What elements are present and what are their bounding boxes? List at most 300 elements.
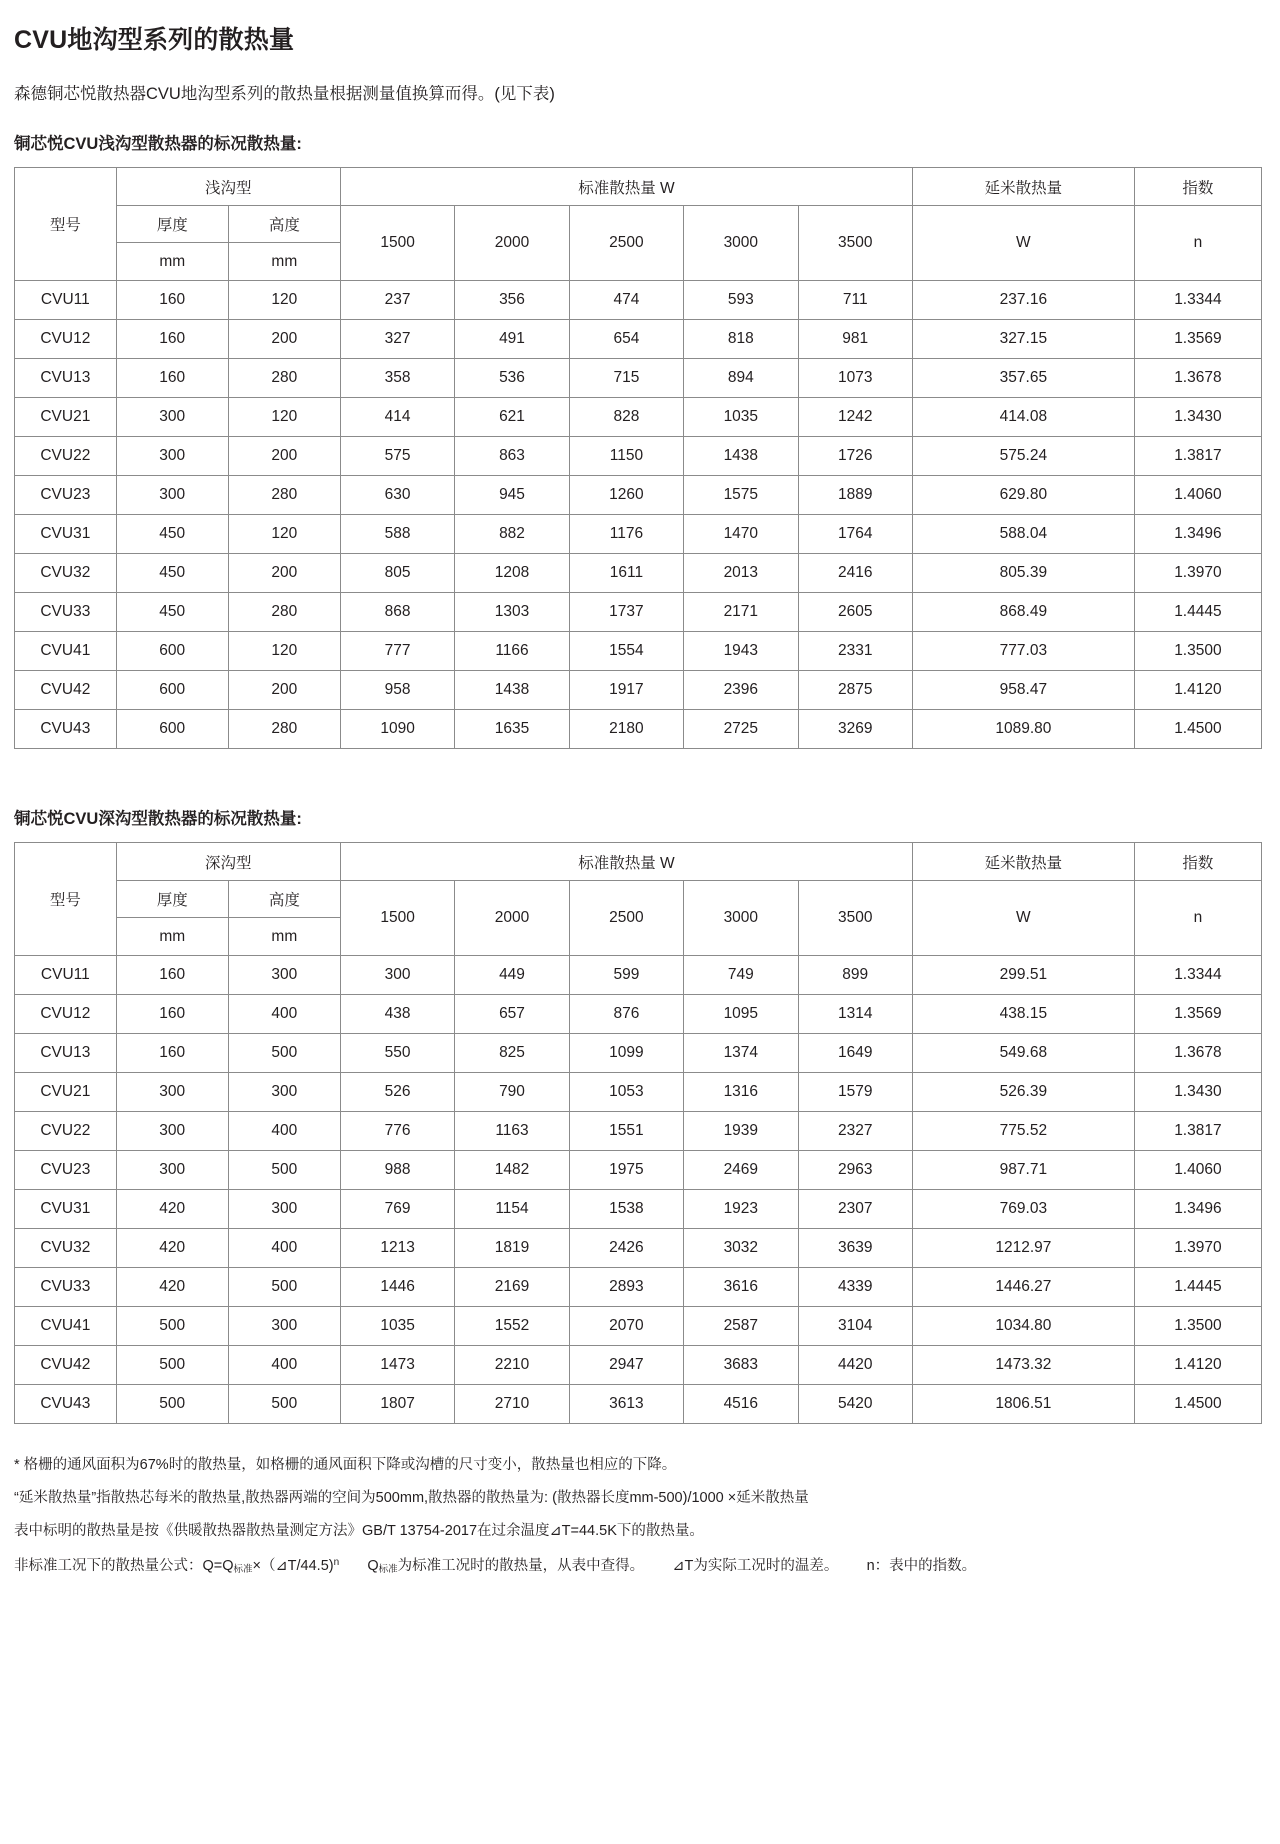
table-gap-spacer	[14, 749, 1266, 779]
header-height: 高度	[228, 881, 340, 918]
cell-heat-3500: 1314	[798, 995, 912, 1034]
cell-heat-3500: 2875	[798, 671, 912, 710]
footnote-4	[14, 1557, 1266, 1592]
table-row	[15, 1268, 1262, 1307]
cell-heat-2500: 1917	[569, 671, 683, 710]
cell-index: 1.4500	[1134, 1385, 1261, 1424]
cell-heat-2000: 2210	[455, 1346, 569, 1385]
cell-heat-2000: 657	[455, 995, 569, 1034]
cell-height: 280	[228, 476, 340, 515]
cell-heat-3500: 4420	[798, 1346, 912, 1385]
cell-heat-3000: 1470	[684, 515, 798, 554]
cell-heat-2000: 449	[455, 956, 569, 995]
footnote-4-sub-2: 标准	[378, 1563, 398, 1575]
cell-thickness: 160	[116, 1034, 228, 1073]
cell-model: CVU41	[15, 1307, 117, 1346]
cell-thickness: 300	[116, 437, 228, 476]
cell-heat-2500: 2070	[569, 1307, 683, 1346]
cell-height: 200	[228, 437, 340, 476]
table-row	[15, 1034, 1262, 1073]
header-row-sub	[15, 881, 1262, 918]
cell-heat-3000: 1438	[684, 437, 798, 476]
footnote-4-formula-lead: 非标准工况下的散热量公式：Q=Q	[14, 1557, 234, 1574]
cell-heat-3000: 2396	[684, 671, 798, 710]
cell-heat-3500: 899	[798, 956, 912, 995]
cell-height: 120	[228, 281, 340, 320]
cell-height: 500	[228, 1151, 340, 1190]
cell-index: 1.3430	[1134, 398, 1261, 437]
header-temp-2000: 2000	[455, 206, 569, 281]
cell-heat-1500: 776	[340, 1112, 454, 1151]
header-height-unit: mm	[228, 243, 340, 281]
intro-paragraph: 森德铜芯悦散热器CVU地沟型系列的散热量根据测量值换算而得。(见下表)	[14, 85, 555, 103]
cell-heat-1500: 958	[340, 671, 454, 710]
cell-thickness: 500	[116, 1385, 228, 1424]
cell-index: 1.3569	[1134, 995, 1261, 1034]
heat-output-table-deep	[14, 842, 1262, 1424]
table-row	[15, 710, 1262, 749]
cell-heat-3500: 3639	[798, 1229, 912, 1268]
cell-thickness: 420	[116, 1229, 228, 1268]
footnotes	[14, 1424, 1266, 1592]
table-head	[15, 168, 1262, 281]
cell-heat-2000: 536	[455, 359, 569, 398]
cell-heat-3500: 2327	[798, 1112, 912, 1151]
cell-heat-2500: 474	[569, 281, 683, 320]
cell-heat-3500: 2963	[798, 1151, 912, 1190]
cell-index: 1.3500	[1134, 1307, 1261, 1346]
table-head	[15, 843, 1262, 956]
cell-model: CVU23	[15, 1151, 117, 1190]
cell-model: CVU32	[15, 554, 117, 593]
section-title-deep: 铜芯悦CVU深沟型散热器的标况散热量:	[14, 810, 302, 828]
cell-heat-2000: 1303	[455, 593, 569, 632]
cell-heat-2000: 356	[455, 281, 569, 320]
cell-height: 400	[228, 1346, 340, 1385]
cell-height: 120	[228, 398, 340, 437]
cell-heat-3500: 981	[798, 320, 912, 359]
cell-per-meter: 438.15	[912, 995, 1134, 1034]
cell-model: CVU12	[15, 320, 117, 359]
table-row	[15, 1151, 1262, 1190]
table-row	[15, 671, 1262, 710]
footnote-4-formula-rest: ×（⊿T/44.5)	[252, 1557, 334, 1574]
cell-per-meter: 958.47	[912, 671, 1134, 710]
cell-per-meter: 549.68	[912, 1034, 1134, 1073]
footnote-4-qstd-rest: 为标准工况时的散热量，从表中查得。	[397, 1557, 645, 1574]
cell-heat-2500: 1176	[569, 515, 683, 554]
cell-per-meter: 357.65	[912, 359, 1134, 398]
header-per-meter-group: 延米散热量	[912, 843, 1134, 881]
table-row	[15, 398, 1262, 437]
cell-per-meter: 1034.80	[912, 1307, 1134, 1346]
cell-model: CVU12	[15, 995, 117, 1034]
cell-heat-1500: 327	[340, 320, 454, 359]
header-temp-2500: 2500	[569, 206, 683, 281]
cell-height: 400	[228, 1229, 340, 1268]
cell-model: CVU33	[15, 1268, 117, 1307]
header-temp-1500: 1500	[340, 881, 454, 956]
table-row	[15, 359, 1262, 398]
cell-thickness: 160	[116, 281, 228, 320]
cell-heat-2500: 1975	[569, 1151, 683, 1190]
heat-output-table-shallow	[14, 167, 1262, 749]
table-row	[15, 515, 1262, 554]
cell-model: CVU22	[15, 1112, 117, 1151]
cell-heat-2000: 1635	[455, 710, 569, 749]
cell-thickness: 300	[116, 398, 228, 437]
cell-heat-2000: 863	[455, 437, 569, 476]
table-body-shallow	[15, 281, 1262, 749]
header-row-group	[15, 843, 1262, 881]
cell-heat-1500: 805	[340, 554, 454, 593]
cell-heat-3000: 4516	[684, 1385, 798, 1424]
cell-height: 400	[228, 995, 340, 1034]
cell-thickness: 450	[116, 593, 228, 632]
cell-heat-2500: 654	[569, 320, 683, 359]
cell-height: 120	[228, 515, 340, 554]
cell-per-meter: 588.04	[912, 515, 1134, 554]
table-row	[15, 476, 1262, 515]
header-height: 高度	[228, 206, 340, 243]
header-index-unit: n	[1134, 881, 1261, 956]
cell-height: 400	[228, 1112, 340, 1151]
cell-heat-2500: 2426	[569, 1229, 683, 1268]
cell-height: 200	[228, 554, 340, 593]
cell-heat-3000: 593	[684, 281, 798, 320]
cell-heat-2000: 1819	[455, 1229, 569, 1268]
cell-per-meter: 777.03	[912, 632, 1134, 671]
cell-model: CVU13	[15, 359, 117, 398]
cell-heat-3000: 1316	[684, 1073, 798, 1112]
cell-heat-2500: 1260	[569, 476, 683, 515]
cell-index: 1.3678	[1134, 1034, 1261, 1073]
header-model: 型号	[15, 843, 117, 956]
cell-height: 200	[228, 320, 340, 359]
cell-heat-1500: 300	[340, 956, 454, 995]
cell-heat-2000: 2710	[455, 1385, 569, 1424]
cell-per-meter: 987.71	[912, 1151, 1134, 1190]
cell-heat-3500: 1726	[798, 437, 912, 476]
cell-model: CVU11	[15, 956, 117, 995]
page-title: CVU地沟型系列的散热量	[14, 26, 295, 54]
cell-heat-1500: 769	[340, 1190, 454, 1229]
cell-heat-3500: 3104	[798, 1307, 912, 1346]
cell-index: 1.4120	[1134, 1346, 1261, 1385]
cell-model: CVU21	[15, 1073, 117, 1112]
header-type-group: 深沟型	[116, 843, 340, 881]
cell-heat-2500: 1053	[569, 1073, 683, 1112]
cell-height: 280	[228, 593, 340, 632]
cell-thickness: 160	[116, 995, 228, 1034]
cell-heat-1500: 988	[340, 1151, 454, 1190]
header-per-meter-unit: W	[912, 206, 1134, 281]
cell-index: 1.4445	[1134, 1268, 1261, 1307]
cell-heat-2000: 1438	[455, 671, 569, 710]
cell-model: CVU31	[15, 515, 117, 554]
header-row-group	[15, 168, 1262, 206]
cell-heat-3500: 1764	[798, 515, 912, 554]
cell-per-meter: 1806.51	[912, 1385, 1134, 1424]
cell-heat-3000: 2013	[684, 554, 798, 593]
footnote-4-qstd-lead: Q	[367, 1557, 379, 1574]
table-row	[15, 1190, 1262, 1229]
cell-height: 300	[228, 1190, 340, 1229]
cell-heat-3500: 2331	[798, 632, 912, 671]
cell-heat-2500: 1099	[569, 1034, 683, 1073]
cell-model: CVU33	[15, 593, 117, 632]
cell-thickness: 300	[116, 1073, 228, 1112]
cell-heat-2500: 599	[569, 956, 683, 995]
cell-heat-2000: 882	[455, 515, 569, 554]
cell-heat-1500: 1090	[340, 710, 454, 749]
header-per-meter-group: 延米散热量	[912, 168, 1134, 206]
cell-model: CVU32	[15, 1229, 117, 1268]
header-standard-group: 标准散热量 W	[340, 843, 912, 881]
cell-heat-3000: 3032	[684, 1229, 798, 1268]
cell-thickness: 500	[116, 1307, 228, 1346]
table-row	[15, 995, 1262, 1034]
cell-heat-2500: 828	[569, 398, 683, 437]
cell-per-meter: 526.39	[912, 1073, 1134, 1112]
cell-heat-3500: 1889	[798, 476, 912, 515]
cell-height: 500	[228, 1034, 340, 1073]
cell-model: CVU21	[15, 398, 117, 437]
cell-heat-3000: 1575	[684, 476, 798, 515]
cell-heat-1500: 630	[340, 476, 454, 515]
cell-heat-2500: 1551	[569, 1112, 683, 1151]
cell-heat-2000: 825	[455, 1034, 569, 1073]
cell-index: 1.3344	[1134, 281, 1261, 320]
cell-per-meter: 1089.80	[912, 710, 1134, 749]
cell-heat-1500: 868	[340, 593, 454, 632]
cell-heat-3000: 1923	[684, 1190, 798, 1229]
cell-heat-3000: 2469	[684, 1151, 798, 1190]
header-model: 型号	[15, 168, 117, 281]
cell-heat-2500: 2893	[569, 1268, 683, 1307]
cell-per-meter: 775.52	[912, 1112, 1134, 1151]
cell-index: 1.3344	[1134, 956, 1261, 995]
header-temp-3500: 3500	[798, 881, 912, 956]
footnote-4-sub-1: 标准	[233, 1563, 253, 1575]
cell-model: CVU31	[15, 1190, 117, 1229]
cell-height: 200	[228, 671, 340, 710]
cell-heat-3500: 2416	[798, 554, 912, 593]
cell-model: CVU43	[15, 1385, 117, 1424]
header-thickness-unit: mm	[116, 918, 228, 956]
cell-model: CVU22	[15, 437, 117, 476]
cell-model: CVU42	[15, 671, 117, 710]
table-row	[15, 1346, 1262, 1385]
cell-height: 300	[228, 956, 340, 995]
footnote-2: “延米散热量”指散热芯每米的散热量,散热器两端的空间为500mm,散热器的散热量为: (散热器长度mm-500)/1000 ×延米散热量	[14, 1489, 809, 1506]
cell-index: 1.3970	[1134, 1229, 1261, 1268]
cell-index: 1.3496	[1134, 1190, 1261, 1229]
header-type-group: 浅沟型	[116, 168, 340, 206]
cell-index: 1.3569	[1134, 320, 1261, 359]
cell-thickness: 160	[116, 359, 228, 398]
cell-per-meter: 868.49	[912, 593, 1134, 632]
cell-heat-3000: 2587	[684, 1307, 798, 1346]
cell-index: 1.3496	[1134, 515, 1261, 554]
cell-heat-2000: 1208	[455, 554, 569, 593]
footnote-3: 表中标明的散热量是按《供暖散热器散热量测定方法》GB/T 13754-2017在过余温度⊿T=44.5K下的散热量。	[14, 1522, 704, 1539]
cell-heat-3500: 4339	[798, 1268, 912, 1307]
cell-heat-1500: 1473	[340, 1346, 454, 1385]
cell-heat-2000: 1482	[455, 1151, 569, 1190]
cell-per-meter: 769.03	[912, 1190, 1134, 1229]
cell-thickness: 500	[116, 1346, 228, 1385]
cell-height: 300	[228, 1073, 340, 1112]
table-row	[15, 1385, 1262, 1424]
section-title-shallow: 铜芯悦CVU浅沟型散热器的标况散热量:	[14, 135, 302, 153]
header-index-group: 指数	[1134, 168, 1261, 206]
cell-heat-3500: 1579	[798, 1073, 912, 1112]
cell-heat-2500: 1611	[569, 554, 683, 593]
cell-heat-2500: 1737	[569, 593, 683, 632]
cell-heat-1500: 588	[340, 515, 454, 554]
cell-per-meter: 575.24	[912, 437, 1134, 476]
cell-index: 1.3430	[1134, 1073, 1261, 1112]
table-row	[15, 281, 1262, 320]
cell-heat-1500: 237	[340, 281, 454, 320]
cell-height: 300	[228, 1307, 340, 1346]
table-row	[15, 593, 1262, 632]
cell-heat-1500: 777	[340, 632, 454, 671]
cell-heat-1500: 1807	[340, 1385, 454, 1424]
cell-index: 1.4060	[1134, 1151, 1261, 1190]
header-height-unit: mm	[228, 918, 340, 956]
cell-thickness: 300	[116, 1112, 228, 1151]
cell-heat-1500: 550	[340, 1034, 454, 1073]
cell-thickness: 160	[116, 956, 228, 995]
cell-thickness: 300	[116, 476, 228, 515]
header-temp-3000: 3000	[684, 206, 798, 281]
header-standard-group: 标准散热量 W	[340, 168, 912, 206]
cell-heat-1500: 1446	[340, 1268, 454, 1307]
header-temp-2500: 2500	[569, 881, 683, 956]
cell-heat-3000: 2171	[684, 593, 798, 632]
cell-heat-2000: 1154	[455, 1190, 569, 1229]
cell-heat-3000: 2725	[684, 710, 798, 749]
table-row	[15, 320, 1262, 359]
cell-height: 500	[228, 1385, 340, 1424]
footnote-4-nindex: n：表中的指数。	[866, 1557, 977, 1574]
cell-per-meter: 1212.97	[912, 1229, 1134, 1268]
cell-thickness: 420	[116, 1190, 228, 1229]
cell-per-meter: 299.51	[912, 956, 1134, 995]
cell-heat-2000: 1166	[455, 632, 569, 671]
header-row-sub	[15, 206, 1262, 243]
cell-heat-2000: 1163	[455, 1112, 569, 1151]
cell-thickness: 450	[116, 554, 228, 593]
cell-index: 1.3817	[1134, 437, 1261, 476]
cell-heat-3500: 2307	[798, 1190, 912, 1229]
cell-per-meter: 327.15	[912, 320, 1134, 359]
cell-heat-3000: 749	[684, 956, 798, 995]
cell-thickness: 600	[116, 671, 228, 710]
cell-heat-2500: 3613	[569, 1385, 683, 1424]
cell-per-meter: 237.16	[912, 281, 1134, 320]
cell-heat-2000: 790	[455, 1073, 569, 1112]
cell-heat-2500: 1554	[569, 632, 683, 671]
table-row	[15, 437, 1262, 476]
cell-heat-1500: 438	[340, 995, 454, 1034]
cell-thickness: 450	[116, 515, 228, 554]
cell-heat-1500: 526	[340, 1073, 454, 1112]
cell-heat-1500: 414	[340, 398, 454, 437]
table-row	[15, 632, 1262, 671]
cell-heat-3000: 1035	[684, 398, 798, 437]
cell-heat-2500: 2947	[569, 1346, 683, 1385]
cell-heat-2000: 621	[455, 398, 569, 437]
cell-index: 1.4120	[1134, 671, 1261, 710]
header-index-unit: n	[1134, 206, 1261, 281]
cell-heat-2500: 715	[569, 359, 683, 398]
header-temp-3000: 3000	[684, 881, 798, 956]
cell-heat-3500: 711	[798, 281, 912, 320]
cell-heat-1500: 575	[340, 437, 454, 476]
header-thickness: 厚度	[116, 206, 228, 243]
table-body-deep	[15, 956, 1262, 1424]
header-per-meter-unit: W	[912, 881, 1134, 956]
cell-heat-3000: 1939	[684, 1112, 798, 1151]
cell-heat-3500: 3269	[798, 710, 912, 749]
table-row	[15, 1073, 1262, 1112]
header-thickness-unit: mm	[116, 243, 228, 281]
cell-model: CVU23	[15, 476, 117, 515]
cell-heat-1500: 1213	[340, 1229, 454, 1268]
cell-heat-3000: 3616	[684, 1268, 798, 1307]
cell-heat-2500: 1538	[569, 1190, 683, 1229]
cell-height: 120	[228, 632, 340, 671]
header-index-group: 指数	[1134, 843, 1261, 881]
cell-index: 1.3817	[1134, 1112, 1261, 1151]
table-row	[15, 1307, 1262, 1346]
cell-heat-3000: 1374	[684, 1034, 798, 1073]
cell-heat-2000: 1552	[455, 1307, 569, 1346]
cell-heat-3000: 3683	[684, 1346, 798, 1385]
cell-per-meter: 629.80	[912, 476, 1134, 515]
cell-heat-3500: 1649	[798, 1034, 912, 1073]
cell-index: 1.4060	[1134, 476, 1261, 515]
cell-heat-3000: 1943	[684, 632, 798, 671]
table-row	[15, 554, 1262, 593]
cell-height: 280	[228, 710, 340, 749]
cell-heat-1500: 358	[340, 359, 454, 398]
cell-heat-3500: 2605	[798, 593, 912, 632]
cell-model: CVU13	[15, 1034, 117, 1073]
cell-model: CVU41	[15, 632, 117, 671]
cell-thickness: 600	[116, 710, 228, 749]
table-row	[15, 1229, 1262, 1268]
cell-heat-1500: 1035	[340, 1307, 454, 1346]
footnote-4-exponent: n	[333, 1556, 340, 1568]
cell-heat-2000: 491	[455, 320, 569, 359]
cell-heat-3000: 894	[684, 359, 798, 398]
cell-per-meter: 1446.27	[912, 1268, 1134, 1307]
cell-heat-3000: 818	[684, 320, 798, 359]
cell-heat-3000: 1095	[684, 995, 798, 1034]
cell-height: 500	[228, 1268, 340, 1307]
table-row	[15, 1112, 1262, 1151]
cell-heat-3500: 5420	[798, 1385, 912, 1424]
header-thickness: 厚度	[116, 881, 228, 918]
cell-heat-3500: 1242	[798, 398, 912, 437]
cell-model: CVU43	[15, 710, 117, 749]
cell-thickness: 300	[116, 1151, 228, 1190]
cell-index: 1.3500	[1134, 632, 1261, 671]
